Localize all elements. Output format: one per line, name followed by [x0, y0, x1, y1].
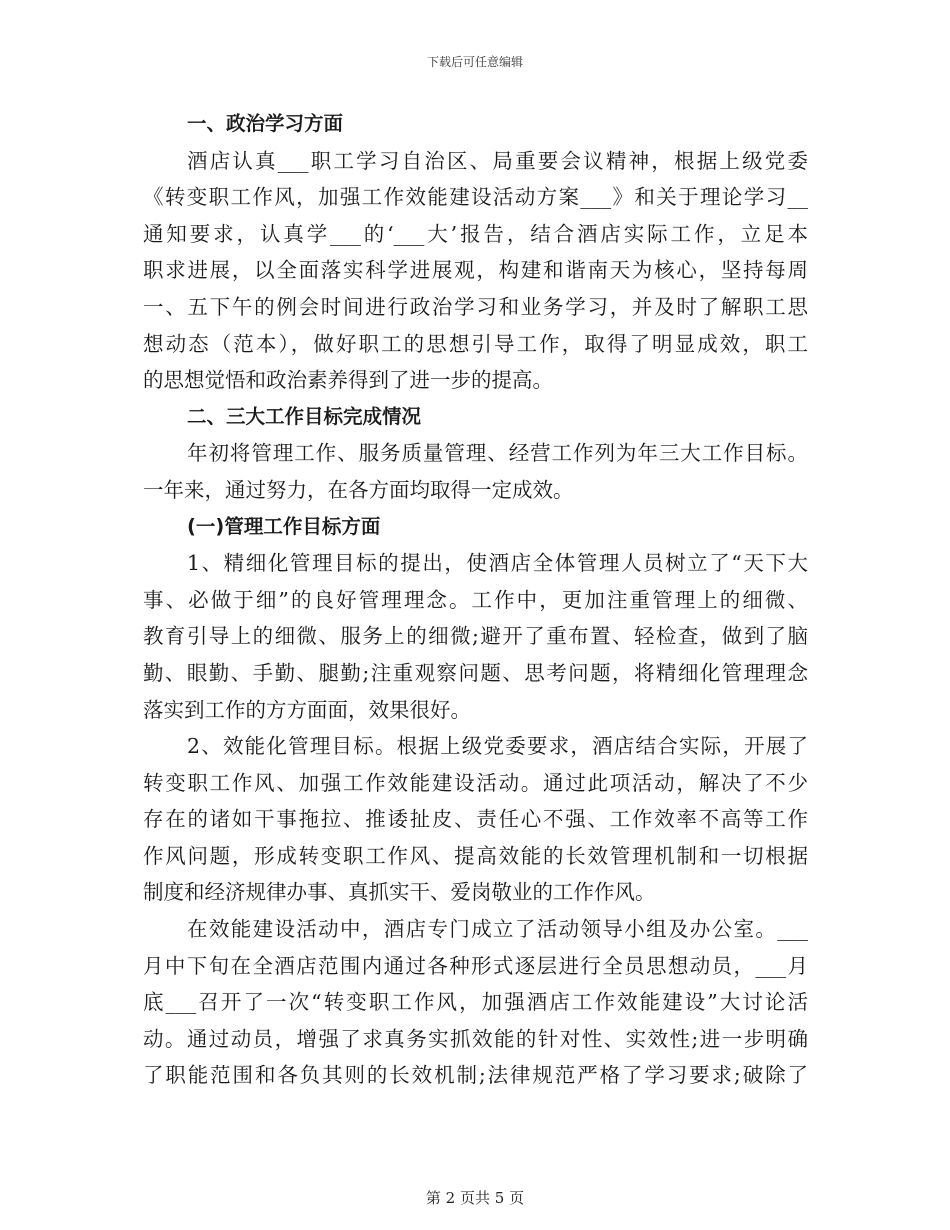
document-body — [143, 106, 808, 1094]
text-line: 转变职工作风、加强工作效能建设活动。通过此项活动，解决了不少 — [143, 770, 808, 795]
text-line: 事、必做于细”的良好管理理念。工作中，更加注重管理上的细微、 — [143, 587, 808, 612]
text-line: 在效能建设活动中，酒店专门成立了活动领导小组及办公室。___ — [187, 917, 808, 942]
text-line: 了职能范围和各负其则的长效机制;法律规范严格了学习要求;破除了 — [143, 1063, 808, 1088]
text-line: 《转变职工作风，加强工作效能建设活动方案___》和关于理论学习__ — [143, 185, 808, 210]
text-line: 1、精细化管理目标的提出，使酒店全体管理人员树立了“天下大 — [187, 551, 808, 576]
page-header-note: 下载后可任意编辑 — [426, 55, 523, 69]
text-line: 的思想觉悟和政治素养得到了进一步的提高。 — [143, 368, 553, 393]
text-line: 存在的诸如干事拖拉、推诿扯皮、责任心不强、工作效率不高等工作 — [143, 807, 808, 832]
text-line: 想动态（范本），做好职工的思想引导工作，取得了明显成效，职工 — [143, 331, 808, 356]
section-heading: 一、政治学习方面 — [187, 112, 344, 135]
text-line: 职求进展，以全面落实科学进展观，构建和谐南天为核心，坚持每周 — [143, 258, 808, 283]
text-line: 教育引导上的细微、服务上的细微;避开了重布置、轻检查，做到了脑 — [143, 624, 808, 649]
section-heading: (一)管理工作目标方面 — [187, 514, 381, 538]
text-line: 一年来，通过努力，在各方面均取得一定成效。 — [143, 477, 574, 502]
text-line: 作风问题，形成转变职工作风、提高效能的长效管理机制和一切根据 — [143, 843, 808, 868]
text-line: 底___召开了一次“转变职工作风，加强酒店工作效能建设”大讨论活 — [143, 990, 808, 1015]
text-line: 通知要求，认真学___的‘___大’报告，结合酒店实际工作，立足本 — [143, 221, 808, 246]
text-line: 酒店认真___职工学习自治区、局重要会议精神，根据上级党委 — [187, 148, 808, 173]
text-line: 制度和经济规律办事、真抓实干、爱岗敬业的工作作风。 — [143, 880, 656, 905]
text-line: 勤、眼勤、手勤、腿勤;注重观察问题、思考问题，将精细化管理理念 — [143, 660, 808, 685]
text-line: 年初将管理工作、服务质量管理、经营工作列为年三大工作目标。 — [187, 441, 808, 466]
text-line: 月中下旬在全酒店范围内通过各种形式逐层进行全员思想动员，___月 — [143, 953, 808, 978]
text-line: 落实到工作的方方面面，效果很好。 — [143, 697, 471, 722]
section-heading: 二、三大工作目标完成情况 — [187, 404, 422, 428]
text-line: 动。通过动员，增强了求真务实抓效能的针对性、实效性;进一步明确 — [143, 1026, 808, 1051]
page-footer-number: 第 2 页共 5 页 — [425, 1189, 525, 1207]
text-line: 一、五下午的例会时间进行政治学习和业务学习，并及时了解职工思 — [143, 294, 808, 319]
text-line: 2、效能化管理目标。根据上级党委要求，酒店结合实际，开展了 — [187, 734, 808, 759]
